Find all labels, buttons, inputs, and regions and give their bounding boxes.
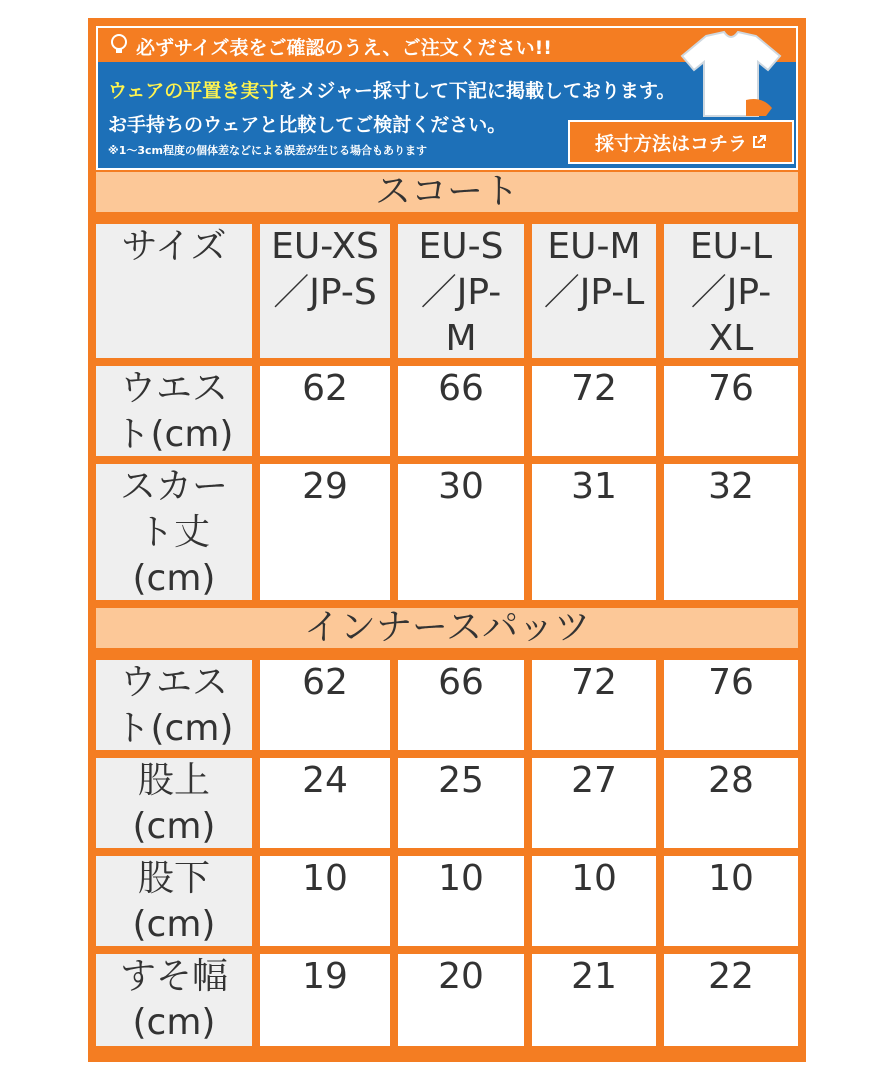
row-label: 股下 (cm) <box>96 856 252 946</box>
table-cell-value: 21 <box>532 954 656 1046</box>
table-cell-value: 66 <box>398 366 524 456</box>
table-cell-value: 29 <box>260 464 390 600</box>
size-header-label: サイズ <box>96 224 252 358</box>
tshirt-icon <box>676 30 786 122</box>
table-cell-value: 30 <box>398 464 524 600</box>
table-cell-value: 76 <box>664 366 798 456</box>
size-column-header: EU-M ／JP-L <box>532 224 656 358</box>
table-cell-value: 76 <box>664 660 798 750</box>
table-cell-value: 10 <box>398 856 524 946</box>
table-cell-value: 24 <box>260 758 390 848</box>
banner-highlight: ウェアの平置き実寸 <box>108 80 279 102</box>
size-column-header: EU-L ／JP- XL <box>664 224 798 358</box>
banner-line-measure <box>108 76 675 103</box>
table-cell-value: 22 <box>664 954 798 1046</box>
table-cell-value: 10 <box>260 856 390 946</box>
table-cell-value: 32 <box>664 464 798 600</box>
row-label: ウエス ト(cm) <box>96 366 252 456</box>
section-title-pants: インナースパッツ <box>96 608 798 648</box>
size-column-header: EU-S ／JP- M <box>398 224 524 358</box>
table-cell-value: 62 <box>260 366 390 456</box>
banner-line-compare: お手持ちのウェアと比較してご検討ください。 <box>108 114 507 136</box>
lightbulb-icon <box>108 33 130 55</box>
table-cell-value: 10 <box>532 856 656 946</box>
table-cell-value: 20 <box>398 954 524 1046</box>
row-label: すそ幅 (cm) <box>96 954 252 1046</box>
table-cell-value: 28 <box>664 758 798 848</box>
table-cell-value: 62 <box>260 660 390 750</box>
measure-method-label: 採寸方法はコチラ <box>594 132 747 155</box>
table-cell-value: 72 <box>532 660 656 750</box>
table-cell-value: 66 <box>398 660 524 750</box>
external-link-icon <box>751 134 767 150</box>
table-cell-value: 25 <box>398 758 524 848</box>
row-label: ウエス ト(cm) <box>96 660 252 750</box>
table-cell-value: 10 <box>664 856 798 946</box>
table-cell-value: 31 <box>532 464 656 600</box>
size-column-header: EU-XS ／JP-S <box>260 224 390 358</box>
table-cell-value: 19 <box>260 954 390 1046</box>
measure-method-button[interactable] <box>568 120 794 164</box>
table-cell-value: 72 <box>532 366 656 456</box>
size-chart-frame <box>88 18 806 1062</box>
section-title-skirt: スコート <box>96 172 798 212</box>
banner-line1-rest: をメジャー採寸して下記に掲載しております。 <box>278 80 676 102</box>
row-label: スカー ト丈 (cm) <box>96 464 252 600</box>
size-notice-banner <box>96 26 798 170</box>
banner-title: 必ずサイズ表をご確認のうえ、ご注文ください!! <box>136 37 552 59</box>
table-cell-value: 27 <box>532 758 656 848</box>
banner-note: ※1～3cm程度の個体差などによる誤差が生じる場合もあります <box>108 144 427 157</box>
row-label: 股上 (cm) <box>96 758 252 848</box>
